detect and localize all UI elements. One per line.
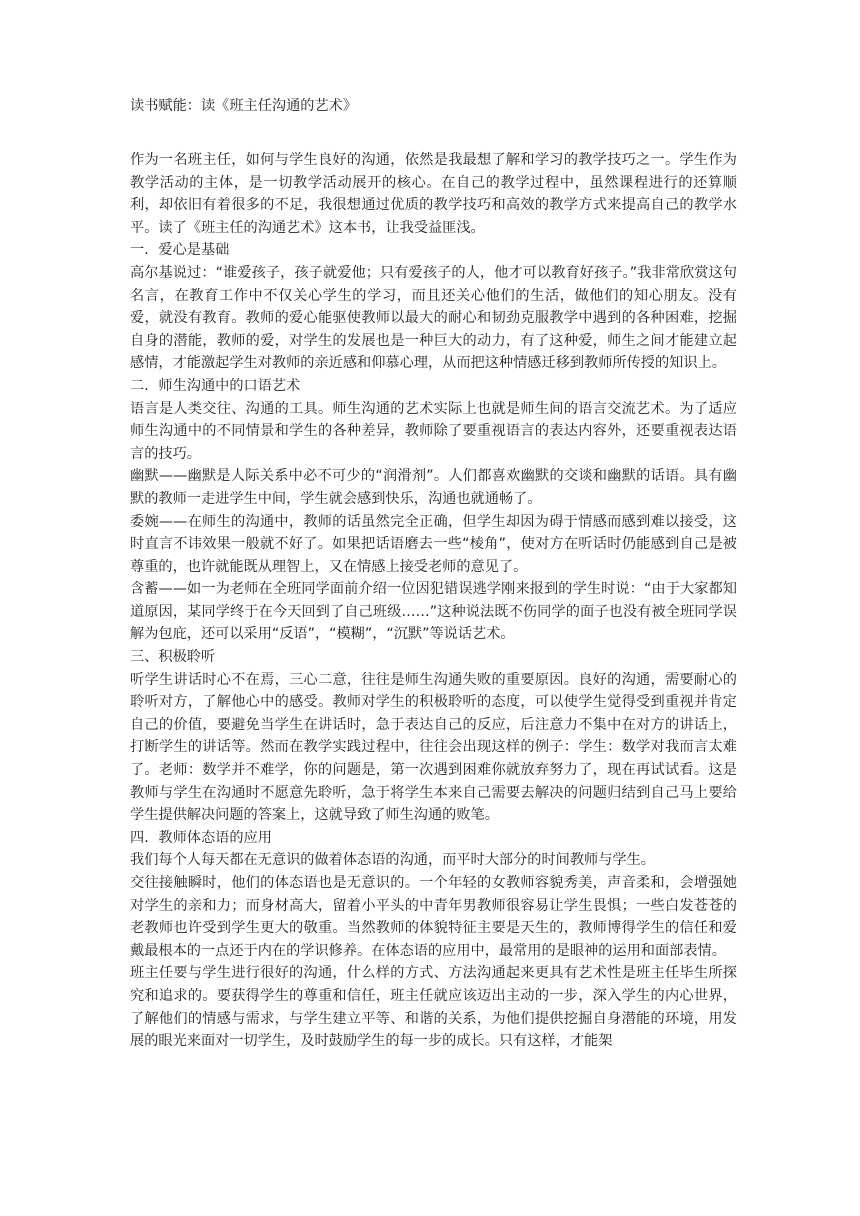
paragraph: 班主任要与学生进行很好的沟通，什么样的方式、方法沟通起来更具有艺术性是班主任毕生所探究和追求的。要获得学生的尊重和信任，班主任就应该迈出主动的一步，深入学生的内心世界，了解他们的情感与需求，与学生建立平等、和谐的关系，为他们提供挖掘自身潜能的环境，用发展的眼光来面对一切学生，及时鼓励学生的每一步的成长。只有这样，才能架 <box>130 965 737 1050</box>
paragraph: 听学生讲话时心不在焉，三心二意，往往是师生沟通失败的重要原因。良好的沟通，需要耐心的聆听对方，了解他心中的感受。教师对学生的积极聆听的态度，可以使学生觉得受到重视并肯定自己的价值，要避免当学生在讲话时，急于表达自己的反应，后注意力不集中在对方的讲话上，打断学生的讲话等。然而在教学实践过程中，往往会出现这样的例子：学生：数学对我而言太难了。老师：数学并不难学，你的问题是，第一次遇到困难你就放弃努力了，现在再试试看。这是教师与学生在沟通时不愿意先聆听，急于将学生本来自己需要去解决的问题归结到自己马上要给学生提供解决问题的答案上，这就导致了师生沟通的败笔。 <box>130 671 737 824</box>
paragraph: 我们每个人每天都在无意识的做着体态语的沟通，而平时大部分的时间教师与学生。 <box>130 852 655 869</box>
section-heading-1: 一．爱心是基础 <box>130 242 230 259</box>
section-heading-4: 四．教师体态语的应用 <box>130 829 272 846</box>
paragraph: 交往接触瞬时，他们的体态语也是无意识的。一个年轻的女教师容貌秀美，声音柔和，会增强她对学生的亲和力；而身材高大，留着小平头的中青年男教师很容易让学生畏惧；一些白发苍苍的老教师也许受到学生更大的敬重。当然教师的体貌特征主要是天生的，教师博得学生的信任和爱戴最根本的一点还于内在的学识修养。在体态语的应用中，最常用的是眼神的运用和面部表情。 <box>130 875 737 959</box>
section-heading-3: 三、积极聆听 <box>130 649 216 666</box>
paragraph: 语言是人类交往、沟通的工具。师生沟通的艺术实际上也就是师生间的语言交流艺术。为了适应师生沟通中的不同情景和学生的各种差异，教师除了要重视语言的表达内容外，还要重视表达语言的技巧。 <box>130 400 737 462</box>
paragraph: 幽默——幽默是人际关系中必不可少的“润滑剂”。人们都喜欢幽默的交谈和幽默的话语。具有幽默的教师一走进学生中间，学生就会感到快乐，沟通也就通畅了。 <box>130 468 737 507</box>
section-heading-2: 二．师生沟通中的口语艺术 <box>130 377 301 394</box>
document-page <box>130 96 737 1053</box>
intro-paragraph: 作为一名班主任，如何与学生良好的沟通，依然是我最想了解和学习的教学技巧之一。学生作为教学活动的主体，是一切教学活动展开的核心。在自己的教学过程中，虽然课程进行的还算顺利，却依旧有着很多的不足，我很想通过优质的教学技巧和高效的教学方式来提高自己的教学水平。读了《班主任的沟通艺术》这本书，让我受益匪浅。 <box>130 152 737 236</box>
document-title: 读书赋能：读《班主任沟通的艺术》 <box>130 98 358 114</box>
paragraph: 含蓄——如一为老师在全班同学面前介绍一位因犯错误逃学刚来报到的学生时说：“由于大家都知道原因，某同学终于在今天回到了自己班级……”这种说法既不伤同学的面子也没有被全班同学误解为包庇，还可以采用“反语”，“模糊”，“沉默”等说话艺术。 <box>130 581 737 643</box>
document-body <box>130 149 737 1053</box>
paragraph: 高尔基说过：“谁爱孩子，孩子就爱他；只有爱孩子的人，他才可以教育好孩子。”我非常欣赏这句名言，在教育工作中不仅关心学生的学习，而且还关心他们的生活，做他们的知心朋友。没有爱，就没有教育。教师的爱心能驱使教师以最大的耐心和韧劲克服教学中遇到的各种困难，挖掘自身的潜能，教师的爱，对学生的发展也是一种巨大的动力，有了这种爱，师生之间才能建立起感情，才能激起学生对教师的亲近感和仰慕心理，从而把这种情感迁移到教师所传授的知识上。 <box>130 264 737 372</box>
paragraph: 委婉——在师生的沟通中，教师的话虽然完全正确，但学生却因为碍于情感而感到难以接受，这时直言不讳效果一般就不好了。如果把话语磨去一些“棱角”，使对方在听话时仍能感到自己是被尊重的，也许就能既从理智上，又在情感上接受老师的意见了。 <box>130 513 737 575</box>
